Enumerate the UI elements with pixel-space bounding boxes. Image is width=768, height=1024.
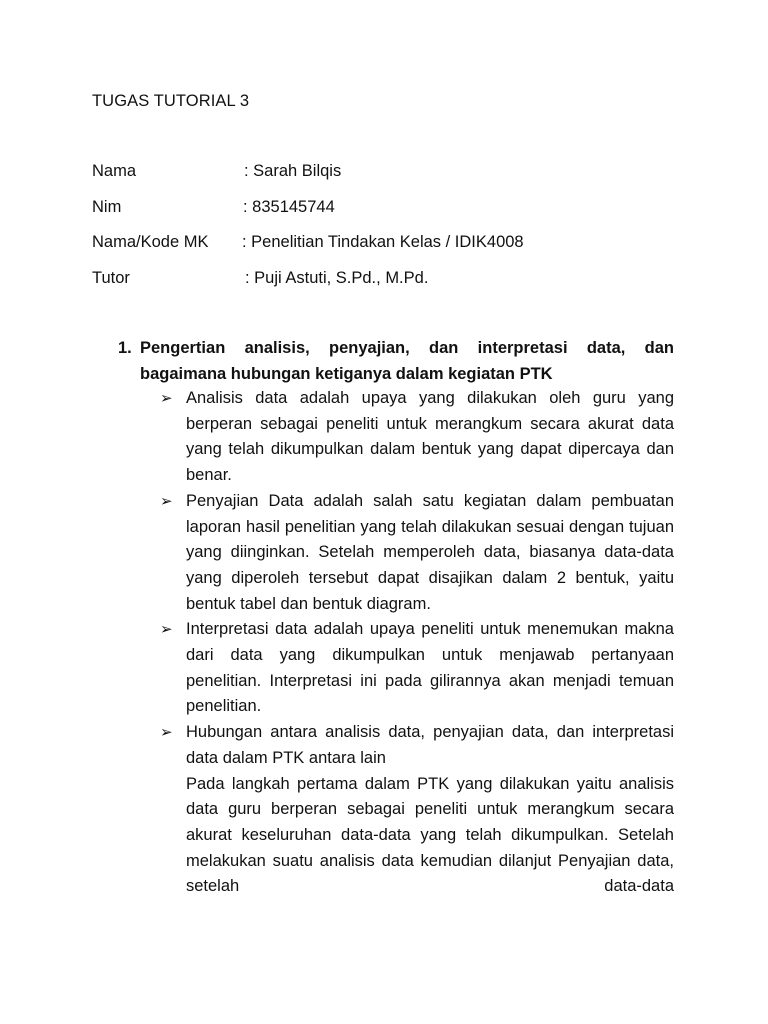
arrowhead-bullet-icon: ➢ bbox=[160, 620, 173, 639]
info-label: Tutor bbox=[92, 268, 130, 287]
info-value: : Puji Astuti, S.Pd., M.Pd. bbox=[245, 268, 429, 287]
info-value: : Penelitian Tindakan Kelas / IDIK4008 bbox=[242, 233, 524, 251]
question-text: Pengertian analisis, penyajian, dan interpretasi data, dan bagaimana hubungan ketiganya dalam kegiatan PTK bbox=[140, 339, 674, 383]
info-label: Nama/Kode MK bbox=[92, 233, 209, 251]
bullet-text: Analisis data adalah upaya yang dilakukan oleh guru yang berperan sebagai peneliti untuk merangkum secara akurat data yang telah dikumpulkan dalam bentuk yang dapat dipercaya dan benar. bbox=[186, 389, 674, 485]
document-title: TUGAS TUTORIAL 3 bbox=[92, 92, 250, 110]
bullet-item-analisis bbox=[160, 386, 674, 489]
bullet-item-penyajian bbox=[160, 489, 674, 618]
bullet-text: Interpretasi data adalah upaya peneliti untuk menemukan makna dari data yang dikumpulkan untuk menjawab pertanyaan penelitian. Interpretasi ini pada gilirannya akan menjadi temuan penelitian. bbox=[186, 620, 674, 716]
arrowhead-bullet-icon: ➢ bbox=[160, 389, 173, 407]
answer-paragraph: Pada langkah pertama dalam PTK yang dilakukan yaitu analisis data guru berperan sebagai peneliti untuk merangkum secara akurat keseluruhan data-data yang telah dikumpulkan. Setelah melakukan suatu analisis data kemudian dilanjut Penyajian data, setelah data-data bbox=[186, 774, 674, 896]
info-value: : Sarah Bilqis bbox=[244, 162, 342, 180]
arrowhead-bullet-icon: ➢ bbox=[160, 723, 173, 742]
question-number: 1. bbox=[118, 339, 132, 357]
info-row-nama bbox=[92, 159, 692, 195]
arrowhead-bullet-icon: ➢ bbox=[160, 491, 173, 510]
question-1 bbox=[118, 336, 674, 387]
bullet-text: Penyajian Data adalah salah satu kegiatan dalam pembuatan laporan hasil penelitian yang telah dilakukan sesuai dengan tujuan yang diinginkan. Setelah memperoleh data, biasanya data-data yang diperoleh tersebut dapat disajikan dalam 2 bentuk, yaitu bentuk tabel dan bentuk diagram. bbox=[186, 491, 674, 613]
info-row-nim bbox=[92, 195, 692, 231]
student-info bbox=[92, 159, 692, 301]
info-row-tutor bbox=[92, 266, 692, 302]
bullet-item-hubungan bbox=[160, 720, 674, 900]
answer-bullets bbox=[160, 386, 674, 900]
info-row-course bbox=[92, 230, 692, 266]
info-value: : 835145744 bbox=[243, 197, 335, 216]
bullet-text: Hubungan antara analisis data, penyajian data, dan interpretasi data dalam PTK antara lain bbox=[186, 723, 674, 767]
info-label: Nim bbox=[92, 197, 122, 216]
info-label: Nama bbox=[92, 162, 137, 180]
bullet-item-interpretasi bbox=[160, 617, 674, 720]
